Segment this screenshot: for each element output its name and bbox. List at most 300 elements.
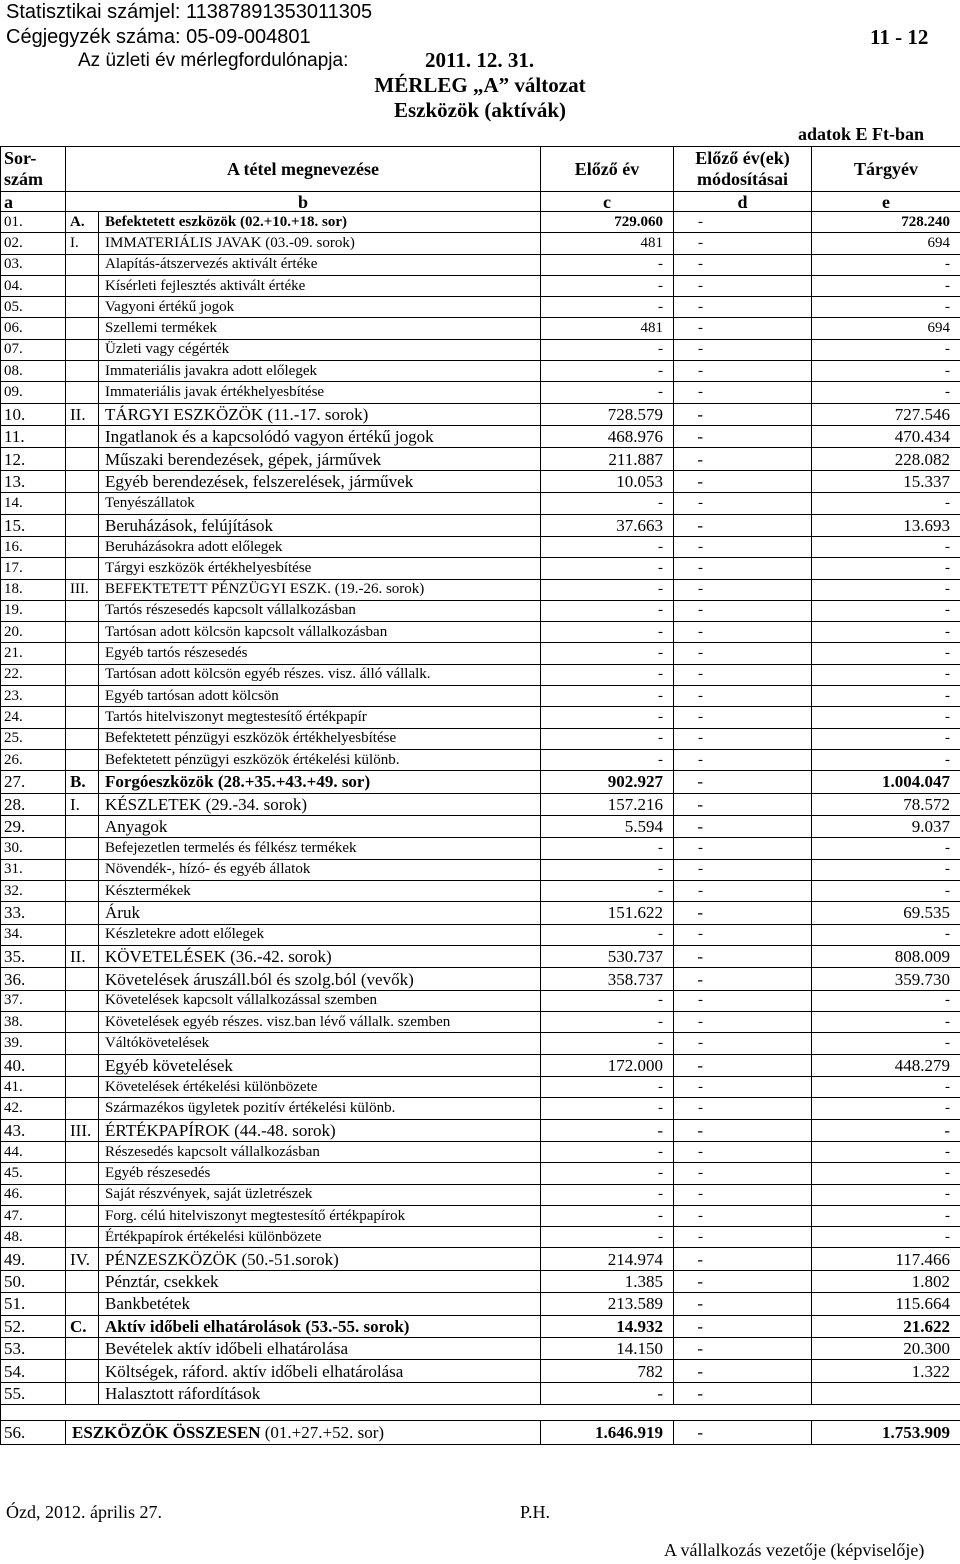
- total-modification: -: [674, 1421, 812, 1445]
- row-current-year: 728.240: [812, 212, 960, 233]
- row-code: [66, 728, 99, 749]
- table-row: [1, 275, 960, 296]
- row-current-year: -: [812, 1033, 960, 1054]
- row-modification: -: [674, 233, 812, 254]
- row-name: KÉSZLETEK (29.-34. sorok): [99, 793, 541, 815]
- total-prev-year: 1.646.919: [541, 1421, 674, 1445]
- page-number: 11 - 12: [870, 25, 929, 49]
- row-number: 08.: [1, 361, 66, 382]
- row-name: Növendék-, hízó- és egyéb állatok: [99, 859, 541, 880]
- row-prev-year: -: [541, 254, 674, 275]
- row-modification: -: [674, 1227, 812, 1248]
- row-code: A.: [66, 212, 99, 233]
- row-name: Pénztár, csekkek: [99, 1270, 541, 1292]
- row-modification: -: [674, 793, 812, 815]
- row-number: 40.: [1, 1054, 66, 1076]
- row-code: III.: [66, 1119, 99, 1141]
- row-name: KÖVETELÉSEK (36.-42. sorok): [99, 945, 541, 967]
- row-prev-year: -: [541, 924, 674, 945]
- row-code: [66, 448, 99, 470]
- row-name: Befektetett pénzügyi eszközök értékelési különb.: [99, 749, 541, 770]
- row-code: I.: [66, 233, 99, 254]
- row-name: Immateriális javak értékhelyesbítése: [99, 382, 541, 403]
- row-name: Forg. célú hitelviszonyt megtestesítő értékpapírok: [99, 1205, 541, 1226]
- row-number: 50.: [1, 1270, 66, 1292]
- row-prev-year: 481: [541, 233, 674, 254]
- row-code: [66, 1270, 99, 1292]
- table-row: [1, 859, 960, 880]
- row-prev-year: -: [541, 536, 674, 557]
- row-modification: -: [674, 600, 812, 621]
- row-current-year: -: [812, 579, 960, 600]
- row-code: [66, 254, 99, 275]
- row-name: Saját részvények, saját üzletrészek: [99, 1184, 541, 1205]
- table-row: [1, 1382, 960, 1404]
- row-code: [66, 1141, 99, 1162]
- page-subtitle: Eszközök (aktívák): [393, 98, 567, 122]
- col-header-prev-year: Előző év: [541, 147, 674, 192]
- row-code: [66, 1033, 99, 1054]
- row-code: [66, 990, 99, 1011]
- row-current-year: 1.004.047: [812, 771, 960, 793]
- row-number: 24.: [1, 707, 66, 728]
- col-header-modifications: Előző év(ek) módosításai: [674, 147, 812, 192]
- row-modification: -: [674, 990, 812, 1011]
- table-row: [1, 600, 960, 621]
- total-row: [1, 1421, 960, 1445]
- row-code: [66, 339, 99, 360]
- table-row: [1, 558, 960, 579]
- row-name: Bankbetétek: [99, 1293, 541, 1315]
- page-title: MÉRLEG „A” változat: [374, 73, 586, 97]
- row-code: II.: [66, 403, 99, 425]
- row-name: Alapítás-átszervezés aktivált értéke: [99, 254, 541, 275]
- row-prev-year: -: [541, 1012, 674, 1033]
- row-name: Immateriális javakra adott előlegek: [99, 361, 541, 382]
- row-prev-year: -: [541, 859, 674, 880]
- table-row: [1, 990, 960, 1011]
- row-number: 18.: [1, 579, 66, 600]
- row-prev-year: -: [541, 275, 674, 296]
- row-name: Tartósan adott kölcsön kapcsolt vállalkozásban: [99, 622, 541, 643]
- row-modification: -: [674, 643, 812, 664]
- row-number: 32.: [1, 880, 66, 901]
- row-name: Egyéb berendezések, felszerelések, járművek: [99, 470, 541, 492]
- row-name: Tartós részesedés kapcsolt vállalkozásban: [99, 600, 541, 621]
- column-letter-row: [1, 192, 960, 212]
- row-code: [66, 1227, 99, 1248]
- table-row: [1, 448, 960, 470]
- row-prev-year: -: [541, 686, 674, 707]
- table-row: [1, 1270, 960, 1292]
- row-prev-year: -: [541, 382, 674, 403]
- row-code: [66, 1054, 99, 1076]
- table-row: [1, 297, 960, 318]
- row-name: Egyéb tartósan adott kölcsön: [99, 686, 541, 707]
- row-modification: -: [674, 1141, 812, 1162]
- row-prev-year: 211.887: [541, 448, 674, 470]
- table-row: [1, 1338, 960, 1360]
- row-current-year: -: [812, 838, 960, 859]
- row-number: 36.: [1, 968, 66, 990]
- table-row: [1, 622, 960, 643]
- row-number: 37.: [1, 990, 66, 1011]
- row-modification: -: [674, 493, 812, 514]
- row-prev-year: -: [541, 1382, 674, 1404]
- row-modification: -: [674, 382, 812, 403]
- row-name: Beruházásokra adott előlegek: [99, 536, 541, 557]
- row-number: 07.: [1, 339, 66, 360]
- row-number: 44.: [1, 1141, 66, 1162]
- row-name: Készletekre adott előlegek: [99, 924, 541, 945]
- row-prev-year: -: [541, 990, 674, 1011]
- row-current-year: -: [812, 297, 960, 318]
- row-number: 55.: [1, 1382, 66, 1404]
- row-name: Váltókövetelések: [99, 1033, 541, 1054]
- row-code: [66, 1205, 99, 1226]
- row-current-year: -: [812, 622, 960, 643]
- row-prev-year: -: [541, 749, 674, 770]
- row-current-year: 9.037: [812, 815, 960, 837]
- row-prev-year: -: [541, 1119, 674, 1141]
- col-header-name: A tétel megnevezése: [66, 147, 541, 192]
- table-row: [1, 1119, 960, 1141]
- row-code: III.: [66, 579, 99, 600]
- row-name: Követelések egyéb részes. visz.ban lévő vállalk. szemben: [99, 1012, 541, 1033]
- table-row: [1, 233, 960, 254]
- row-number: 43.: [1, 1119, 66, 1141]
- table-row: [1, 254, 960, 275]
- row-prev-year: 530.737: [541, 945, 674, 967]
- row-prev-year: -: [541, 1227, 674, 1248]
- row-current-year: -: [812, 1012, 960, 1033]
- row-code: [66, 1077, 99, 1098]
- row-current-year: -: [812, 1227, 960, 1248]
- row-modification: -: [674, 254, 812, 275]
- row-current-year: [812, 1382, 960, 1404]
- row-modification: -: [674, 1315, 812, 1337]
- row-number: 02.: [1, 233, 66, 254]
- row-modification: -: [674, 1033, 812, 1054]
- row-code: [66, 664, 99, 685]
- row-modification: -: [674, 664, 812, 685]
- row-code: [66, 968, 99, 990]
- row-current-year: 21.622: [812, 1315, 960, 1337]
- row-prev-year: -: [541, 1205, 674, 1226]
- row-number: 28.: [1, 793, 66, 815]
- row-prev-year: 213.589: [541, 1293, 674, 1315]
- row-code: [66, 880, 99, 901]
- row-current-year: 470.434: [812, 426, 960, 448]
- balance-sheet-table: [0, 146, 960, 1445]
- row-prev-year: -: [541, 643, 674, 664]
- row-modification: -: [674, 924, 812, 945]
- total-name-bold: ESZKÖZÖK ÖSSZESEN: [72, 1423, 261, 1443]
- row-name: Költségek, ráford. aktív időbeli elhatárolása: [99, 1360, 541, 1382]
- row-current-year: -: [812, 749, 960, 770]
- row-name: Egyéb követelések: [99, 1054, 541, 1076]
- row-name: Halasztott ráfordítások: [99, 1382, 541, 1404]
- row-number: 29.: [1, 815, 66, 837]
- row-number: 03.: [1, 254, 66, 275]
- row-modification: -: [674, 1382, 812, 1404]
- table-row: [1, 493, 960, 514]
- row-name: Tartósan adott kölcsön egyéb részes. visz. álló vállalk.: [99, 664, 541, 685]
- row-modification: -: [674, 448, 812, 470]
- row-name: Egyéb részesedés: [99, 1163, 541, 1184]
- row-name: Értékpapírok értékelési különbözete: [99, 1227, 541, 1248]
- row-code: [66, 1360, 99, 1382]
- row-number: 52.: [1, 1315, 66, 1337]
- row-code: [66, 426, 99, 448]
- row-number: 20.: [1, 622, 66, 643]
- row-current-year: -: [812, 600, 960, 621]
- balance-date-value: 2011. 12. 31.: [425, 48, 535, 72]
- row-prev-year: -: [541, 558, 674, 579]
- table-row: [1, 707, 960, 728]
- row-code: IV.: [66, 1248, 99, 1270]
- table-row: [1, 1293, 960, 1315]
- balance-date-label: Az üzleti év mérlegfordulónapja:: [78, 50, 349, 71]
- row-name: Befejezetlen termelés és félkész termékek: [99, 838, 541, 859]
- row-name: Bevételek aktív időbeli elhatárolása: [99, 1338, 541, 1360]
- row-code: [66, 859, 99, 880]
- table-row: [1, 686, 960, 707]
- row-modification: -: [674, 880, 812, 901]
- row-current-year: 69.535: [812, 902, 960, 924]
- row-number: 53.: [1, 1338, 66, 1360]
- row-name: BEFEKTETETT PÉNZÜGYI ESZK. (19.-26. sorok): [99, 579, 541, 600]
- row-name: Késztermékek: [99, 880, 541, 901]
- row-current-year: 15.337: [812, 470, 960, 492]
- table-row: [1, 880, 960, 901]
- row-prev-year: -: [541, 297, 674, 318]
- table-row: [1, 1163, 960, 1184]
- row-number: 12.: [1, 448, 66, 470]
- spacer-cell: [1, 1405, 960, 1421]
- table-row: [1, 1205, 960, 1226]
- row-number: 38.: [1, 1012, 66, 1033]
- row-prev-year: -: [541, 728, 674, 749]
- row-prev-year: -: [541, 579, 674, 600]
- row-prev-year: -: [541, 600, 674, 621]
- table-row: [1, 902, 960, 924]
- row-modification: -: [674, 275, 812, 296]
- row-code: [66, 318, 99, 339]
- row-number: 31.: [1, 859, 66, 880]
- row-modification: -: [674, 403, 812, 425]
- table-row: [1, 1077, 960, 1098]
- row-current-year: -: [812, 275, 960, 296]
- table-row: [1, 212, 960, 233]
- col-letter-c: c: [541, 192, 674, 212]
- row-code: [66, 838, 99, 859]
- row-current-year: -: [812, 558, 960, 579]
- row-number: 27.: [1, 771, 66, 793]
- row-name: Követelések értékelési különbözete: [99, 1077, 541, 1098]
- row-name: Áruk: [99, 902, 541, 924]
- row-current-year: -: [812, 924, 960, 945]
- row-name: Tenyészállatok: [99, 493, 541, 514]
- row-code: [66, 1184, 99, 1205]
- row-prev-year: -: [541, 1077, 674, 1098]
- table-row: [1, 749, 960, 770]
- row-modification: -: [674, 622, 812, 643]
- row-current-year: -: [812, 339, 960, 360]
- table-row: [1, 1054, 960, 1076]
- row-prev-year: 37.663: [541, 514, 674, 536]
- table-row: [1, 361, 960, 382]
- row-number: 10.: [1, 403, 66, 425]
- row-modification: -: [674, 579, 812, 600]
- stamp-label: P.H.: [520, 1502, 551, 1522]
- row-number: 48.: [1, 1227, 66, 1248]
- row-prev-year: 14.932: [541, 1315, 674, 1337]
- company-registry-number: Cégjegyzék száma: 05-09-004801: [6, 26, 311, 48]
- row-current-year: -: [812, 1141, 960, 1162]
- row-code: [66, 749, 99, 770]
- row-prev-year: -: [541, 707, 674, 728]
- row-prev-year: 782: [541, 1360, 674, 1382]
- table-row: [1, 1315, 960, 1337]
- col-header-sorszam: Sor- szám: [1, 147, 66, 192]
- row-modification: -: [674, 1054, 812, 1076]
- row-name: Műszaki berendezések, gépek, járművek: [99, 448, 541, 470]
- row-prev-year: 172.000: [541, 1054, 674, 1076]
- row-current-year: -: [812, 859, 960, 880]
- row-number: 46.: [1, 1184, 66, 1205]
- row-modification: -: [674, 339, 812, 360]
- row-prev-year: -: [541, 1184, 674, 1205]
- row-prev-year: -: [541, 622, 674, 643]
- row-prev-year: 5.594: [541, 815, 674, 837]
- row-prev-year: -: [541, 1098, 674, 1119]
- row-current-year: -: [812, 361, 960, 382]
- row-code: [66, 514, 99, 536]
- table-row: [1, 1012, 960, 1033]
- row-prev-year: -: [541, 838, 674, 859]
- row-modification: -: [674, 470, 812, 492]
- row-prev-year: 358.737: [541, 968, 674, 990]
- row-number: 06.: [1, 318, 66, 339]
- table-row: [1, 771, 960, 793]
- row-number: 17.: [1, 558, 66, 579]
- row-name: Aktív időbeli elhatárolások (53.-55. sorok): [99, 1315, 541, 1337]
- row-name: Anyagok: [99, 815, 541, 837]
- row-code: [66, 686, 99, 707]
- place-date: Ózd, 2012. április 27.: [6, 1502, 162, 1522]
- row-code: B.: [66, 771, 99, 793]
- row-number: 33.: [1, 902, 66, 924]
- row-code: [66, 622, 99, 643]
- row-number: 39.: [1, 1033, 66, 1054]
- row-modification: -: [674, 1270, 812, 1292]
- row-prev-year: 481: [541, 318, 674, 339]
- row-modification: -: [674, 1248, 812, 1270]
- row-number: 51.: [1, 1293, 66, 1315]
- row-code: [66, 643, 99, 664]
- row-prev-year: -: [541, 1033, 674, 1054]
- row-number: 45.: [1, 1163, 66, 1184]
- row-prev-year: 729.060: [541, 212, 674, 233]
- row-name: ÉRTÉKPAPÍROK (44.-48. sorok): [99, 1119, 541, 1141]
- total-name: [66, 1421, 541, 1445]
- row-modification: -: [674, 838, 812, 859]
- row-name: Részesedés kapcsolt vállalkozásban: [99, 1141, 541, 1162]
- row-prev-year: 1.385: [541, 1270, 674, 1292]
- row-modification: -: [674, 212, 812, 233]
- table-row: [1, 924, 960, 945]
- row-modification: -: [674, 536, 812, 557]
- row-number: 15.: [1, 514, 66, 536]
- row-name: PÉNZESZKÖZÖK (50.-51.sorok): [99, 1248, 541, 1270]
- row-number: 54.: [1, 1360, 66, 1382]
- table-row: [1, 514, 960, 536]
- row-name: Kísérleti fejlesztés aktivált értéke: [99, 275, 541, 296]
- row-prev-year: 10.053: [541, 470, 674, 492]
- row-code: II.: [66, 945, 99, 967]
- col-header-current-year: Tárgyév: [812, 147, 960, 192]
- row-current-year: -: [812, 1098, 960, 1119]
- row-current-year: -: [812, 1163, 960, 1184]
- table-row: [1, 815, 960, 837]
- signature-label: A vállalkozás vezetője (képviselője): [664, 1540, 925, 1560]
- row-number: 04.: [1, 275, 66, 296]
- row-code: [66, 275, 99, 296]
- row-prev-year: -: [541, 1141, 674, 1162]
- row-number: 23.: [1, 686, 66, 707]
- row-number: 09.: [1, 382, 66, 403]
- row-prev-year: 902.927: [541, 771, 674, 793]
- row-current-year: -: [812, 536, 960, 557]
- row-current-year: 727.546: [812, 403, 960, 425]
- table-row: [1, 793, 960, 815]
- row-prev-year: -: [541, 880, 674, 901]
- row-prev-year: -: [541, 493, 674, 514]
- row-current-year: -: [812, 707, 960, 728]
- row-prev-year: -: [541, 1163, 674, 1184]
- row-code: [66, 297, 99, 318]
- row-current-year: 228.082: [812, 448, 960, 470]
- row-code: [66, 382, 99, 403]
- row-name: IMMATERIÁLIS JAVAK (03.-09. sorok): [99, 233, 541, 254]
- col-letter-d: d: [674, 192, 812, 212]
- row-current-year: 20.300: [812, 1338, 960, 1360]
- row-modification: -: [674, 361, 812, 382]
- row-number: 21.: [1, 643, 66, 664]
- row-prev-year: -: [541, 664, 674, 685]
- row-code: [66, 1098, 99, 1119]
- row-code: I.: [66, 793, 99, 815]
- row-number: 41.: [1, 1077, 66, 1098]
- row-name: Szellemi termékek: [99, 318, 541, 339]
- row-number: 34.: [1, 924, 66, 945]
- row-current-year: 78.572: [812, 793, 960, 815]
- row-number: 19.: [1, 600, 66, 621]
- total-number: 56.: [1, 1421, 66, 1445]
- row-modification: -: [674, 1012, 812, 1033]
- row-current-year: -: [812, 1077, 960, 1098]
- table-row: [1, 1360, 960, 1382]
- row-name: Követelések áruszáll.ból és szolg.ból (vevők): [99, 968, 541, 990]
- row-name: Beruházások, felújítások: [99, 514, 541, 536]
- row-modification: -: [674, 514, 812, 536]
- row-name: Tárgyi eszközök értékhelyesbítése: [99, 558, 541, 579]
- row-current-year: 359.730: [812, 968, 960, 990]
- row-modification: -: [674, 1163, 812, 1184]
- row-code: [66, 361, 99, 382]
- row-modification: -: [674, 297, 812, 318]
